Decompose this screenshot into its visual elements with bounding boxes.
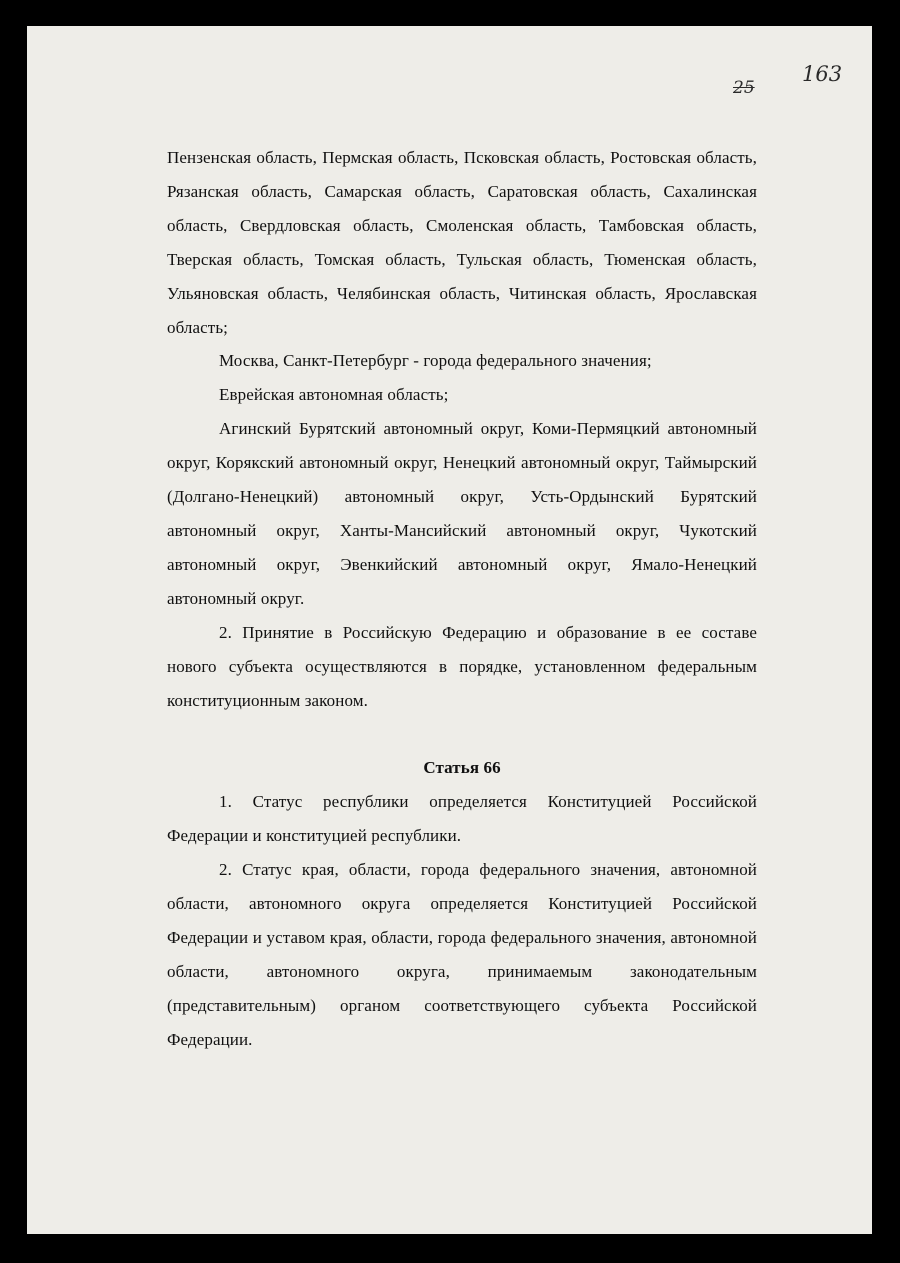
article-paragraph-1: 1. Статус республики определяется Конституцией Российской Федерации и конституцией республики. — [167, 792, 757, 846]
article-paragraph-2: 2. Статус края, области, города федерального значения, автономной области, автономного округа определяется Конституцией Российской Федерации и уставом края, области, города федерального значения, автономной области, автономного округа, принимаемым законодательным (представительным) органом соответствующего субъекта Российской Федерации. — [167, 860, 757, 1049]
paragraph-autonomous-oblast: Еврейская автономная область; — [219, 385, 449, 405]
paragraph-autonomous-okrugs: Агинский Бурятский автономный округ, Коми-Пермяцкий автономный округ, Корякский автономный округ, Ненецкий автономный округ, Таймырский (Долгано-Ненецкий) автономный округ, Усть-Ордынский Бурятский автономный округ, Ханты-Мансийский автономный округ, Чукотский автономный округ, Эвенкийский автономный округ, Ямало-Ненецкий автономный округ. — [167, 419, 757, 608]
document-page — [27, 26, 872, 1234]
paragraph-regions-list: Пензенская область, Пермская область, Псковская область, Ростовская область, Рязанская область, Самарская область, Саратовская область, Сахалинская область, Свердловская область, Смоленская область, Тамбовская область, Тверская область, Томская область, Тульская область, Тюменская область, Ульяновская область, Челябинская область, Читинская область, Ярославская область; — [167, 148, 757, 337]
section-spacer — [167, 717, 757, 751]
paragraph-new-subject: 2. Принятие в Российскую Федерацию и образование в ее составе нового субъекта осуществляются в порядке, установленном федеральным конституционным законом. — [167, 622, 757, 710]
paragraph-federal-cities: Москва, Санкт-Петербург - города федерального значения; — [219, 351, 652, 371]
document-body — [167, 141, 757, 1057]
handwritten-page-number: 25 — [733, 78, 755, 98]
handwritten-folio-number: 163 — [802, 62, 843, 86]
article-title: Статья 66 — [423, 758, 501, 778]
